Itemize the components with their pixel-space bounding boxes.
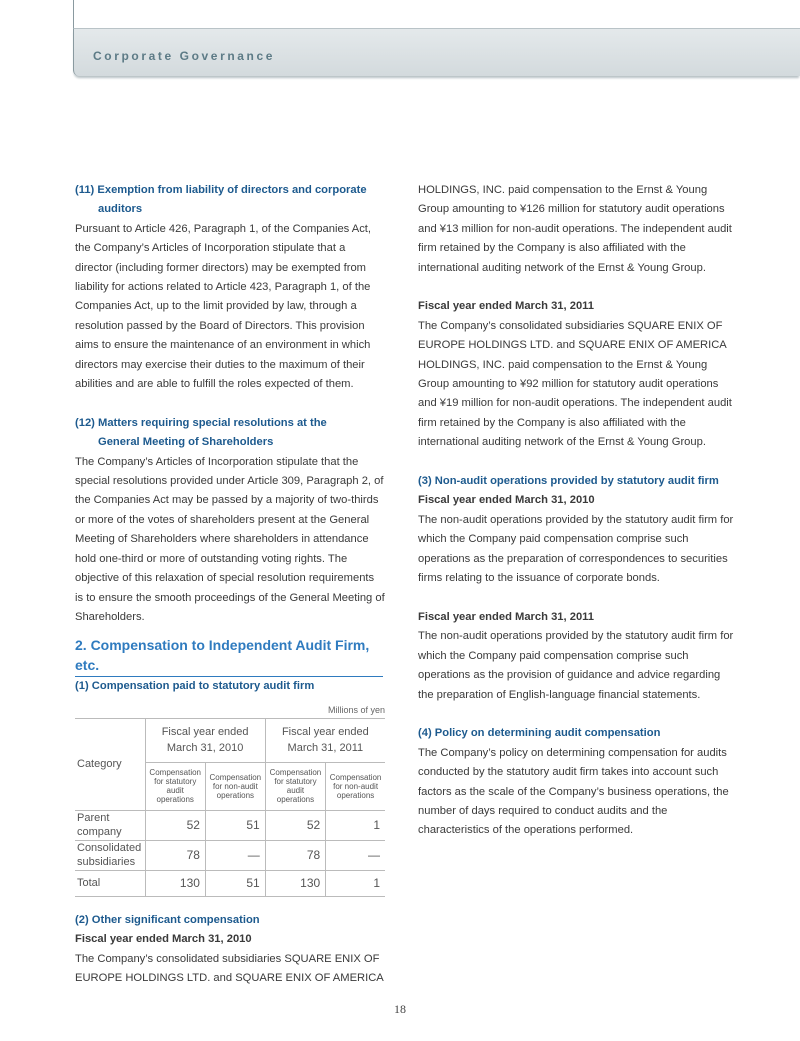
heading-other-compensation: (2) Other significant compensation	[75, 913, 260, 926]
header-band	[73, 28, 800, 76]
subheading-fy2010: Fiscal year ended March 31, 2010	[418, 494, 595, 507]
heading-non-audit-operations: (3) Non-audit operations provided by statutory audit firm	[418, 475, 719, 488]
table-row	[75, 840, 385, 870]
paragraph-non-audit-2010: The non-audit operations provided by the statutory audit firm for which the Company paid compensation comprise such operations as the preparation of correspondences to securities firms relating to the issuance of corporate bonds.	[418, 513, 734, 585]
table-cell: 51	[205, 870, 265, 896]
table-subheader-audit: Compensation for statutory audit operations	[265, 762, 325, 810]
subheading-fy2011: Fiscal year ended March 31, 2011	[418, 610, 594, 623]
heading-text: (11) Exemption from liability of directors and corporate	[75, 184, 367, 196]
row-label: Total	[75, 870, 145, 896]
table-cell: 130	[265, 870, 325, 896]
table-row-total	[75, 870, 385, 896]
row-label: Consolidated subsidiaries	[75, 840, 145, 870]
table-cell: —	[205, 840, 265, 870]
table-cell: 1	[326, 810, 385, 840]
page-number: 18	[394, 1002, 406, 1016]
heading-special-resolutions	[75, 414, 385, 453]
section-heading-compensation: 2. Compensation to Independent Audit Firm, etc.	[75, 635, 383, 677]
heading-text: auditors	[98, 203, 143, 216]
compensation-table	[75, 718, 385, 897]
table-header-fy2011: Fiscal year ended March 31, 2011	[265, 718, 385, 762]
table-row	[75, 810, 385, 840]
table-subheader-audit: Compensation for statutory audit operations	[145, 762, 205, 810]
page-section-title: Corporate Governance	[93, 49, 276, 63]
header-top	[73, 0, 800, 28]
table-header-fy2010: Fiscal year ended March 31, 2010	[145, 718, 265, 762]
table-cell: 52	[265, 810, 325, 840]
right-column	[418, 181, 734, 841]
heading-compensation-paid: (1) Compensation paid to statutory audit firm	[75, 680, 315, 693]
heading-text: General Meeting of Shareholders	[98, 436, 274, 449]
table-cell: 130	[145, 870, 205, 896]
table-cell: 1	[326, 870, 385, 896]
table-cell: 51	[205, 810, 265, 840]
table-cell: 52	[145, 810, 205, 840]
paragraph-special-resolutions: The Company’s Articles of Incorporation stipulate that the special resolutions provided under Article 309, Paragraph 2, of the Companies Act may be passed by a majority of two-thirds or more of the votes of shareholders present at the General Meeting of Shareholders where shareholders in attendance hold one-third or more of outstanding voting rights. The objective of this relaxation of special resolution requirements is to ensure the smooth proceedings of the General Meeting of Shareholders.	[75, 455, 385, 623]
heading-text: (12) Matters requiring special resolutions at the	[75, 416, 327, 429]
table-subheader-nonaudit: Compensation for non-audit operations	[205, 762, 265, 810]
paragraph-audit-compensation-policy: The Company’s policy on determining compensation for audits conducted by the statutory audit firm takes into account such factors as the scale of the Company’s business operations, the number of days required to conduct audits and the characteristics of the operations performed.	[418, 746, 729, 837]
left-column	[75, 181, 385, 988]
paragraph-other-compensation-2010: The Company’s consolidated subsidiaries SQUARE ENIX OF EUROPE HOLDINGS LTD. and SQUARE ENIX OF AMERICA	[75, 952, 384, 984]
paragraph-other-compensation-2011: The Company’s consolidated subsidiaries SQUARE ENIX OF EUROPE HOLDINGS LTD. and SQUARE ENIX OF AMERICA HOLDINGS, INC. paid compensation to the Ernst & Young Group amounting to ¥92 million for statutory audit operations and ¥19 million for non-audit operations. The independent audit firm retained by the Company is also affiliated with the international auditing network of the Ernst & Young Group.	[418, 319, 732, 449]
table-header-category: Category	[75, 718, 145, 810]
row-label: Parent company	[75, 810, 145, 840]
table-cell: 78	[265, 840, 325, 870]
subheading-fy2011: Fiscal year ended March 31, 2011	[418, 300, 594, 313]
table-unit-label: Millions of yen	[327, 704, 385, 715]
paragraph-other-compensation-2010-cont: HOLDINGS, INC. paid compensation to the Ernst & Young Group amounting to ¥126 million for statutory audit operations and ¥13 million for non-audit operations. The independent audit firm retained by the Company is also affiliated with the international auditing network of the Ernst & Young Group.	[418, 184, 732, 274]
table-subheader-nonaudit: Compensation for non-audit operations	[326, 762, 385, 810]
paragraph-exemption-liability: Pursuant to Article 426, Paragraph 1, of the Companies Act, the Company’s Articles of Incorporation stipulate that a director (including former directors) may be exempted from liability for actions related to Article 423, Paragraph 1, of the Companies Act, up to the limit provided by law, through a resolution passed by the Board of Directors. This provision aims to ensure the maintenance of an environment in which directors may exercise their duties to the maximum of their abilities and are able to fulfill the roles expected of them.	[75, 222, 372, 391]
subheading-fy2010: Fiscal year ended March 31, 2010	[75, 933, 252, 946]
paragraph-non-audit-2011: The non-audit operations provided by the statutory audit firm for which the Company paid compensation comprise such operations as the provision of guidance and advice regarding the preparation of English-language financial statements.	[418, 630, 734, 701]
heading-exemption-liability	[75, 181, 385, 220]
heading-audit-compensation-policy: (4) Policy on determining audit compensation	[418, 727, 661, 740]
table-cell: 78	[145, 840, 205, 870]
table-cell: —	[326, 840, 385, 870]
